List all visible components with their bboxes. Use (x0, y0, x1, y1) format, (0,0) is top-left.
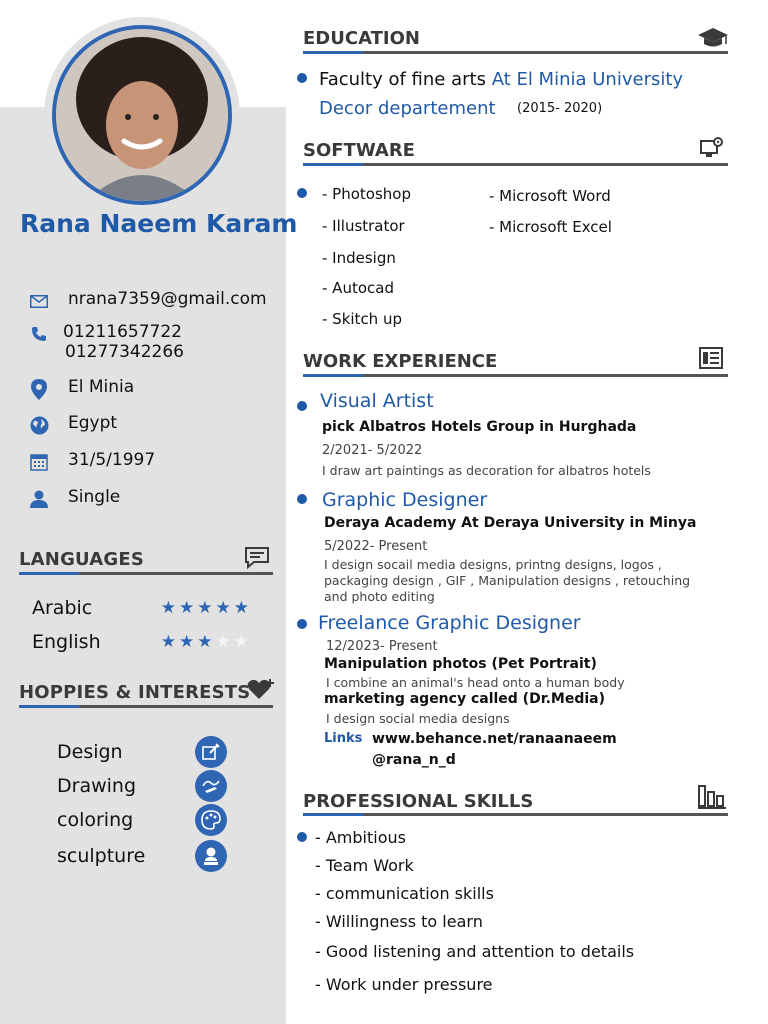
behance-link[interactable]: www.behance.net/ranaanaeem (372, 731, 617, 747)
job-company: Deraya Academy At Deraya University in Minya (324, 515, 697, 531)
job-dates: 5/2022- Present (324, 539, 428, 554)
skill-item: - Willingness to learn (315, 912, 483, 931)
envelope-icon (28, 290, 50, 312)
work-heading: WORK EXPERIENCE (303, 351, 498, 372)
software-item: - Illustrator (322, 217, 405, 235)
birthdate-text: 31/5/1997 (68, 450, 156, 470)
bullet (297, 832, 307, 842)
project-description: I combine an animal's head onto a human body (326, 675, 625, 690)
calendar-icon (28, 451, 50, 473)
language-english (32, 631, 252, 653)
education-rule (303, 51, 728, 54)
hobbies-heading: HOPPIES & INTERESTS (19, 682, 251, 703)
job-dates: 12/2023- Present (326, 639, 438, 654)
contact-birthdate (28, 450, 155, 473)
computer-settings-icon (700, 137, 728, 161)
hobbies-rule-accent (19, 705, 79, 708)
software-item: - Microsoft Word (489, 187, 611, 205)
contact-status (28, 487, 120, 510)
city-text: El Minia (68, 377, 135, 397)
hobby-name: Drawing (57, 775, 137, 797)
job-description: I design socail media designs, printng designs, logos , (324, 557, 662, 572)
document-list-icon (699, 347, 727, 371)
languages-rule-accent (19, 572, 79, 575)
contact-phone (28, 322, 184, 362)
star-icon: ★ (233, 598, 252, 618)
hobby-sculpture (57, 840, 227, 872)
star-icon: ★ (160, 598, 179, 618)
profile-photo (52, 25, 232, 205)
drawing-icon (195, 770, 227, 802)
links-label: Links (324, 731, 363, 746)
pencil-square-icon (195, 736, 227, 768)
languages-heading: LANGUAGES (19, 549, 145, 570)
star-icon: ★ (215, 632, 234, 652)
hobby-name: Design (57, 741, 123, 763)
palette-icon (195, 804, 227, 836)
bullet (297, 619, 307, 629)
bullet (297, 188, 307, 198)
project-title: marketing agency called (Dr.Media) (324, 691, 606, 707)
location-pin-icon (28, 378, 50, 400)
bullet (297, 73, 307, 83)
star-rating (161, 632, 252, 652)
profile-name: Rana Naeem Karam (20, 209, 298, 238)
job-company: pick Albatros Hotels Group in Hurghada (322, 419, 637, 435)
skill-item: - Work under pressure (315, 975, 493, 994)
education-faculty-name: Faculty of fine arts (319, 69, 486, 90)
email-text: nrana7359@gmail.com (68, 289, 267, 309)
project-description: I design social media designs (326, 711, 510, 726)
skill-item: - Team Work (315, 856, 414, 875)
status-text: Single (68, 487, 121, 507)
star-icon: ★ (179, 632, 198, 652)
skill-item: - Good listening and attention to details (315, 942, 635, 961)
bullet (297, 494, 307, 504)
language-name: English (32, 631, 101, 653)
bullet (297, 401, 307, 411)
work-rule-accent (303, 374, 363, 377)
star-icon: ★ (197, 632, 216, 652)
skills-heading: PROFESSIONAL SKILLS (303, 791, 534, 812)
software-rule-accent (303, 163, 363, 166)
graduation-cap-icon (697, 27, 725, 51)
software-item: - Skitch up (322, 310, 402, 328)
education-years: (2015- 2020) (517, 101, 603, 116)
contact-country (28, 413, 117, 436)
user-icon (28, 488, 50, 510)
job-description: I draw art paintings as decoration for albatros hotels (322, 463, 651, 478)
hobby-design (57, 736, 227, 768)
education-heading: EDUCATION (303, 28, 420, 49)
contact-city (28, 377, 134, 400)
work-rule (303, 374, 728, 377)
software-heading: SOFTWARE (303, 140, 415, 161)
language-arabic (32, 597, 252, 619)
hobby-name: sculpture (57, 845, 146, 867)
job-title: Freelance Graphic Designer (318, 612, 581, 634)
job-title: Visual Artist (320, 390, 434, 412)
star-icon: ★ (197, 598, 216, 618)
globe-icon (28, 414, 50, 436)
bar-chart-icon (698, 783, 726, 807)
hobby-name: coloring (57, 809, 134, 831)
contact-email (28, 289, 267, 312)
star-icon: ★ (179, 598, 198, 618)
star-icon: ★ (160, 632, 179, 652)
job-title: Graphic Designer (322, 489, 488, 511)
job-description: and photo editing (324, 589, 435, 604)
software-rule (303, 163, 728, 166)
hobby-drawing (57, 770, 227, 802)
star-icon: ★ (233, 632, 252, 652)
software-item: - Microsoft Excel (489, 218, 612, 236)
phone-icon (28, 323, 50, 345)
bust-icon (195, 840, 227, 872)
software-item: - Indesign (322, 249, 396, 267)
phone-number-1: 01211657722 (63, 322, 182, 342)
skill-item: - communication skills (315, 884, 494, 903)
job-description: packaging design , GIF , Manipulation designs , retouching (324, 573, 691, 588)
software-item: - Photoshop (322, 185, 411, 203)
hobby-coloring (57, 804, 227, 836)
country-text: Egypt (68, 413, 118, 433)
job-dates: 2/2021- 5/2022 (322, 443, 423, 458)
star-rating (161, 598, 252, 618)
education-faculty (319, 69, 683, 90)
social-handle-link[interactable]: @rana_n_d (372, 752, 456, 768)
star-icon: ★ (215, 598, 234, 618)
phone-number-2: 01277342266 (65, 342, 184, 362)
education-university: At El Minia University (491, 69, 684, 90)
chat-bubble-icon (244, 546, 272, 570)
software-item: - Autocad (322, 279, 394, 297)
language-name: Arabic (32, 597, 93, 619)
education-rule-accent (303, 51, 363, 54)
project-title: Manipulation photos (Pet Portrait) (324, 656, 597, 672)
skills-rule (303, 813, 728, 816)
skills-rule-accent (303, 813, 363, 816)
heart-plus-icon (247, 678, 275, 702)
skill-item: - Ambitious (315, 828, 406, 847)
education-department: Decor departement (319, 98, 496, 119)
